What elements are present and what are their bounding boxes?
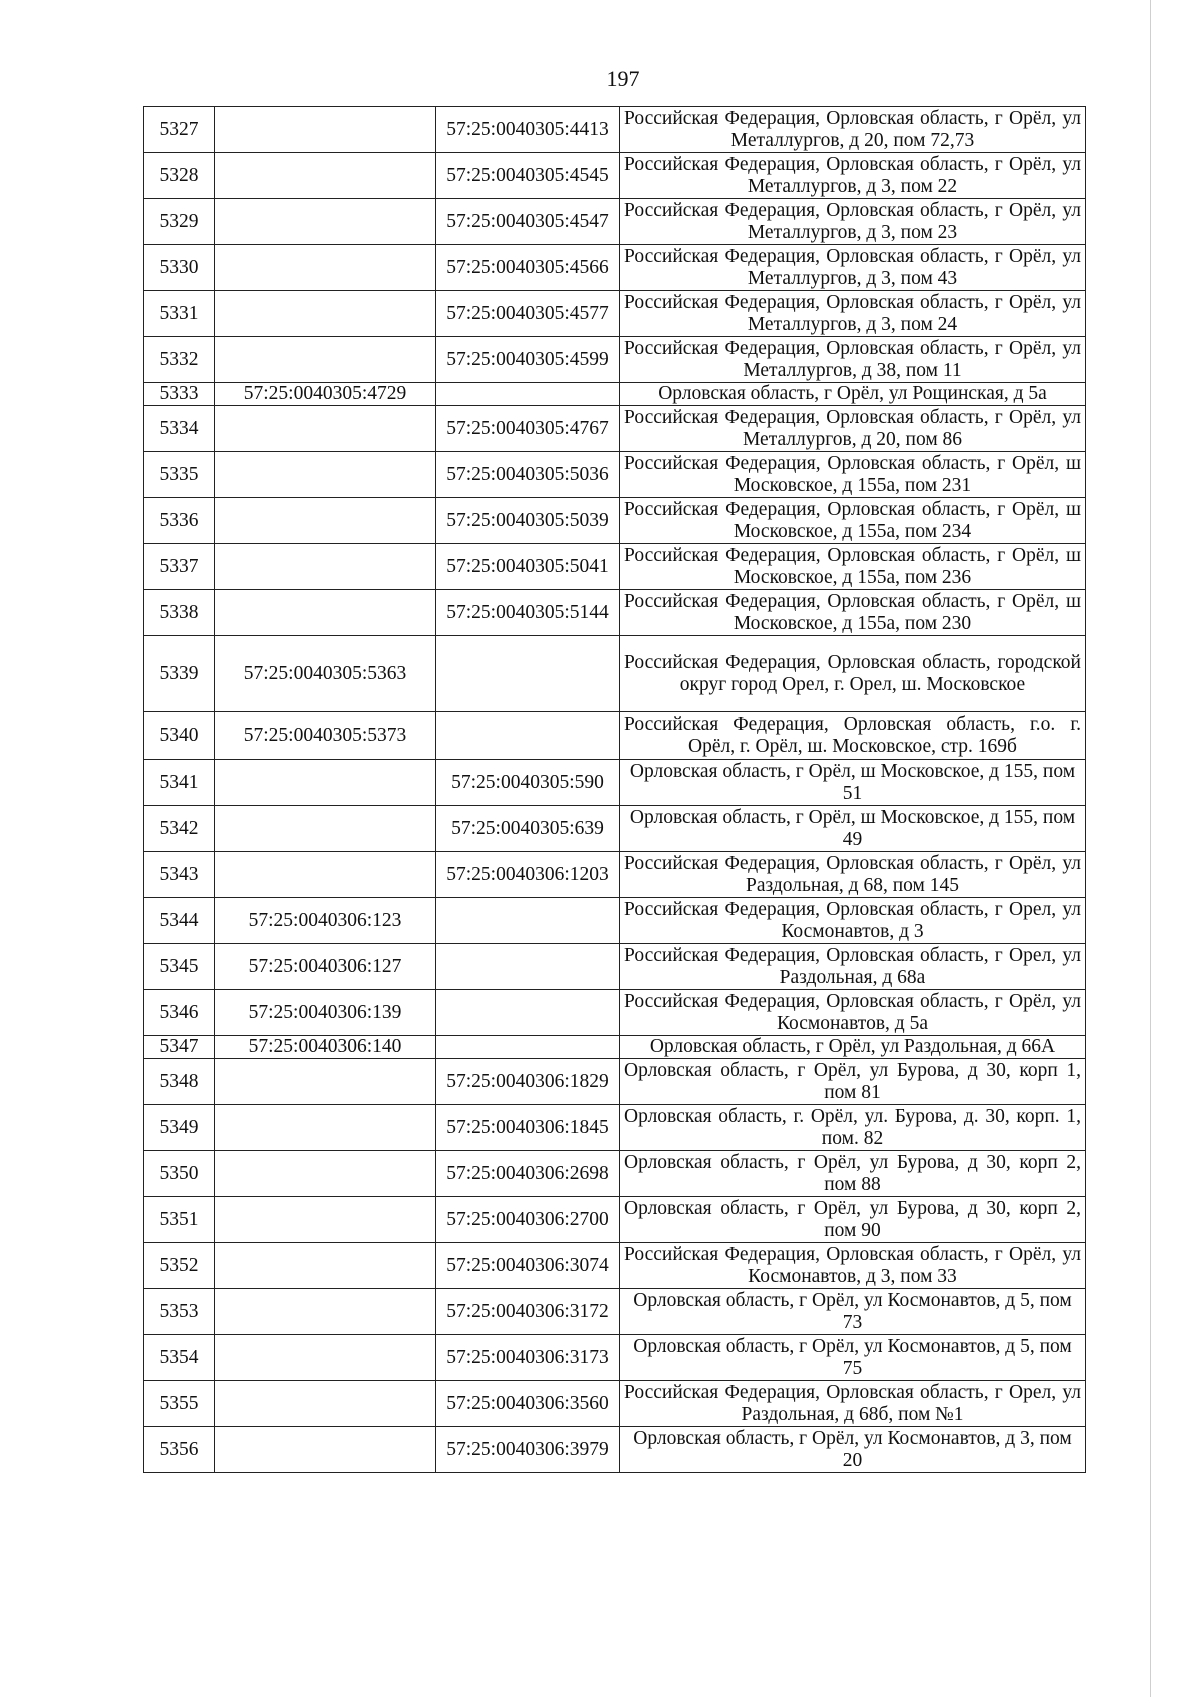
address-cell: Российская Федерация, Орловская область, г Орёл, ул Космонавтов, д 5а [620,990,1086,1036]
table-row [144,1335,1086,1381]
address-cell: Орловская область, г Орёл, ул Космонавтов, д 5, пом 73 [620,1289,1086,1335]
cadastral-number-cell: 57:25:0040305:5041 [436,544,620,590]
row-number-cell: 5330 [144,245,215,291]
cadastral-number-cell [215,806,436,852]
cadastral-number-cell: 57:25:0040305:4413 [436,107,620,153]
cadastral-number-cell: 57:25:0040306:2700 [436,1197,620,1243]
address-cell: Российская Федерация, Орловская область, г Орёл, ул Космонавтов, д 3, пом 33 [620,1243,1086,1289]
row-number-cell: 5340 [144,712,215,760]
cadastral-number-cell: 57:25:0040305:590 [436,760,620,806]
table-row [144,636,1086,712]
row-number-cell: 5333 [144,383,215,406]
row-number-cell: 5347 [144,1036,215,1059]
table-row [144,1059,1086,1105]
cadastral-number-cell: 57:25:0040305:639 [436,806,620,852]
cadastral-number-cell: 57:25:0040306:3560 [436,1381,620,1427]
cadastral-number-cell: 57:25:0040306:1845 [436,1105,620,1151]
address-cell: Российская Федерация, Орловская область, г Орёл, ш Московское, д 155а, пом 230 [620,590,1086,636]
address-cell: Российская Федерация, Орловская область, г Орёл, ул Металлургов, д 3, пом 24 [620,291,1086,337]
cadastral-number-cell [215,1105,436,1151]
cadastral-number-cell: 57:25:0040306:3172 [436,1289,620,1335]
table-row [144,337,1086,383]
table-row [144,852,1086,898]
cadastral-number-cell: 57:25:0040305:4729 [215,383,436,406]
row-number-cell: 5356 [144,1427,215,1473]
row-number-cell: 5343 [144,852,215,898]
table-row [144,1243,1086,1289]
address-cell: Орловская область, г Орёл, ш Московское, д 155, пом 51 [620,760,1086,806]
address-cell: Орловская область, г Орёл, ш Московское, д 155, пом 49 [620,806,1086,852]
table-row [144,712,1086,760]
table-body [144,107,1086,1473]
address-cell: Российская Федерация, Орловская область, г.о. г. Орёл, г. Орёл, ш. Московское, стр. 169б [620,712,1086,760]
cadastral-number-cell [436,1036,620,1059]
row-number-cell: 5331 [144,291,215,337]
address-cell: Орловская область, г Орёл, ул Раздольная, д 66А [620,1036,1086,1059]
cadastral-number-cell: 57:25:0040305:5363 [215,636,436,712]
address-cell: Российская Федерация, Орловская область, г Орел, ул Раздольная, д 68б, пом №1 [620,1381,1086,1427]
address-cell: Российская Федерация, Орловская область, г Орёл, ул Металлургов, д 20, пом 86 [620,406,1086,452]
address-cell: Российская Федерация, Орловская область, г Орёл, ш Московское, д 155а, пом 236 [620,544,1086,590]
row-number-cell: 5328 [144,153,215,199]
row-number-cell: 5329 [144,199,215,245]
cadastral-number-cell [215,498,436,544]
row-number-cell: 5348 [144,1059,215,1105]
cadastral-number-cell [215,1289,436,1335]
row-number-cell: 5352 [144,1243,215,1289]
table-row [144,760,1086,806]
table-row [144,1427,1086,1473]
table-row [144,1036,1086,1059]
cadastral-number-cell: 57:25:0040305:4545 [436,153,620,199]
cadastral-number-cell: 57:25:0040305:5039 [436,498,620,544]
cadastral-number-cell [215,590,436,636]
cadastral-number-cell: 57:25:0040306:1203 [436,852,620,898]
cadastral-number-cell: 57:25:0040306:123 [215,898,436,944]
table-row [144,452,1086,498]
cadastral-number-cell [215,337,436,383]
address-cell: Российская Федерация, Орловская область, г Орёл, ул Металлургов, д 20, пом 72,73 [620,107,1086,153]
cadastral-number-cell [215,406,436,452]
table-row [144,107,1086,153]
address-cell: Российская Федерация, Орловская область, городской округ город Орел, г. Орел, ш. Московское [620,636,1086,712]
row-number-cell: 5338 [144,590,215,636]
cadastral-number-cell: 57:25:0040305:4599 [436,337,620,383]
cadastral-number-cell [215,544,436,590]
table-row [144,153,1086,199]
row-number-cell: 5350 [144,1151,215,1197]
address-cell: Российская Федерация, Орловская область, г Орёл, ш Московское, д 155а, пом 231 [620,452,1086,498]
address-cell: Российская Федерация, Орловская область, г Орёл, ш Московское, д 155а, пом 234 [620,498,1086,544]
table-row [144,590,1086,636]
table-row [144,406,1086,452]
cadastral-number-cell [215,1243,436,1289]
table-row [144,544,1086,590]
address-cell: Орловская область, г Орёл, ул Бурова, д 30, корп 2, пом 90 [620,1197,1086,1243]
table-row [144,898,1086,944]
address-cell: Российская Федерация, Орловская область, г Орёл, ул Металлургов, д 38, пом 11 [620,337,1086,383]
address-cell: Орловская область, г Орёл, ул Космонавтов, д 3, пом 20 [620,1427,1086,1473]
cadastral-number-cell [215,1427,436,1473]
row-number-cell: 5341 [144,760,215,806]
cadastral-number-cell [215,291,436,337]
cadastral-number-cell: 57:25:0040306:3074 [436,1243,620,1289]
cadastral-number-cell: 57:25:0040306:1829 [436,1059,620,1105]
row-number-cell: 5355 [144,1381,215,1427]
table-row [144,245,1086,291]
cadastral-number-cell [436,383,620,406]
cadastral-number-cell [436,898,620,944]
table-row [144,944,1086,990]
page-edge-line [1150,0,1151,1697]
row-number-cell: 5353 [144,1289,215,1335]
cadastral-number-cell: 57:25:0040305:4566 [436,245,620,291]
table-row [144,383,1086,406]
row-number-cell: 5334 [144,406,215,452]
cadastral-number-cell: 57:25:0040306:140 [215,1036,436,1059]
cadastral-number-cell [215,245,436,291]
cadastral-number-cell: 57:25:0040306:3979 [436,1427,620,1473]
table-row [144,1381,1086,1427]
cadastral-number-cell: 57:25:0040306:3173 [436,1335,620,1381]
cadastral-number-cell: 57:25:0040306:139 [215,990,436,1036]
table-row [144,1151,1086,1197]
cadastral-number-cell: 57:25:0040305:4547 [436,199,620,245]
cadastral-number-cell: 57:25:0040305:5373 [215,712,436,760]
table-row [144,199,1086,245]
cadastral-table [143,106,1086,1473]
address-cell: Российская Федерация, Орловская область, г Орёл, ул Металлургов, д 3, пом 23 [620,199,1086,245]
table-row [144,1197,1086,1243]
cadastral-number-cell [436,636,620,712]
table-row [144,806,1086,852]
row-number-cell: 5344 [144,898,215,944]
address-cell: Орловская область, г Орёл, ул Бурова, д 30, корп 2, пом 88 [620,1151,1086,1197]
table-row [144,498,1086,544]
row-number-cell: 5354 [144,1335,215,1381]
cadastral-number-cell [215,107,436,153]
cadastral-number-cell [215,1197,436,1243]
row-number-cell: 5336 [144,498,215,544]
row-number-cell: 5345 [144,944,215,990]
cadastral-number-cell [436,712,620,760]
address-cell: Российская Федерация, Орловская область, г Орёл, ул Металлургов, д 3, пом 22 [620,153,1086,199]
cadastral-number-cell: 57:25:0040305:5144 [436,590,620,636]
row-number-cell: 5349 [144,1105,215,1151]
table-row [144,291,1086,337]
cadastral-number-cell [215,153,436,199]
cadastral-number-cell [215,1059,436,1105]
table-row [144,1289,1086,1335]
cadastral-number-cell: 57:25:0040305:4767 [436,406,620,452]
cadastral-number-cell [215,1381,436,1427]
cadastral-number-cell: 57:25:0040305:5036 [436,452,620,498]
row-number-cell: 5351 [144,1197,215,1243]
cadastral-number-cell: 57:25:0040306:127 [215,944,436,990]
address-cell: Российская Федерация, Орловская область, г Орёл, ул Металлургов, д 3, пом 43 [620,245,1086,291]
row-number-cell: 5346 [144,990,215,1036]
table-row [144,1105,1086,1151]
row-number-cell: 5339 [144,636,215,712]
cadastral-number-cell [215,760,436,806]
cadastral-number-cell [436,944,620,990]
cadastral-number-cell [215,1335,436,1381]
row-number-cell: 5342 [144,806,215,852]
table-row [144,990,1086,1036]
cadastral-number-cell [215,852,436,898]
address-cell: Российская Федерация, Орловская область, г Орел, ул Космонавтов, д 3 [620,898,1086,944]
cadastral-number-cell [215,1151,436,1197]
address-cell: Орловская область, г. Орёл, ул. Бурова, д. 30, корп. 1, пом. 82 [620,1105,1086,1151]
address-cell: Орловская область, г Орёл, ул Бурова, д 30, корп 1, пом 81 [620,1059,1086,1105]
row-number-cell: 5327 [144,107,215,153]
row-number-cell: 5332 [144,337,215,383]
cadastral-number-cell: 57:25:0040305:4577 [436,291,620,337]
cadastral-number-cell: 57:25:0040306:2698 [436,1151,620,1197]
address-cell: Российская Федерация, Орловская область, г Орел, ул Раздольная, д 68а [620,944,1086,990]
cadastral-number-cell [215,199,436,245]
cadastral-number-cell [215,452,436,498]
address-cell: Орловская область, г Орёл, ул Рощинская, д 5а [620,383,1086,406]
row-number-cell: 5335 [144,452,215,498]
address-cell: Российская Федерация, Орловская область, г Орёл, ул Раздольная, д 68, пом 145 [620,852,1086,898]
cadastral-number-cell [436,990,620,1036]
page-number: 197 [606,66,640,91]
address-cell: Орловская область, г Орёл, ул Космонавтов, д 5, пом 75 [620,1335,1086,1381]
row-number-cell: 5337 [144,544,215,590]
